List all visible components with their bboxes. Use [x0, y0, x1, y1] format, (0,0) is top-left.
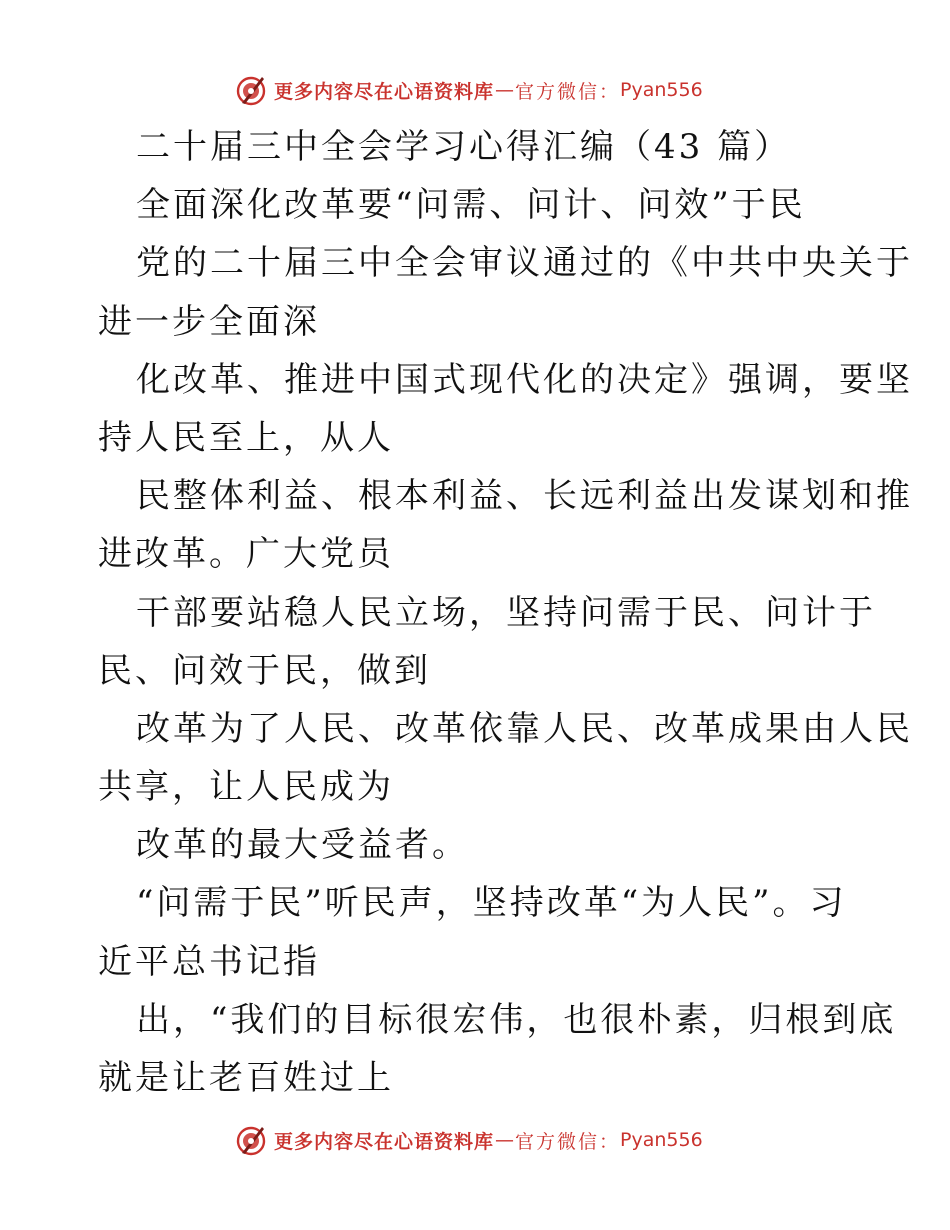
paragraph-line: 改革为了人民、改革依靠人民、改革成果由人民 [136, 708, 913, 749]
paragraph-line: 出，“我们的目标很宏伟，也很朴素，归根到底 [136, 999, 897, 1040]
paragraph-line: 干部要站稳人民立场，坚持问需于民、问计于 [136, 592, 876, 633]
footer-banner [234, 1123, 703, 1157]
doc-subtitle: 全面深化改革要“问需、问计、问效”于民 [136, 185, 806, 226]
header-text: 更多内容尽在心语资料库 [274, 80, 495, 103]
header-separator: — [495, 79, 515, 101]
paragraph-line: 党的二十届三中全会审议通过的《中共中央关于 [136, 243, 913, 284]
header-wechat-label: 官方微信： [515, 80, 621, 103]
doc-title: 二十届三中全会学习心得汇编（43 篇） [136, 127, 792, 167]
paragraph-line: 近平总书记指 [98, 941, 320, 982]
footer-separator: — [495, 1129, 515, 1151]
paragraph-line: 持人民至上，从人 [98, 417, 394, 458]
header-wechat-id: Pyan556 [620, 79, 703, 101]
footer-wechat-label: 官方微信： [515, 1130, 621, 1153]
paragraph-line: 民整体利益、根本利益、长远利益出发谋划和推 [136, 476, 913, 517]
paragraph-line: 改革的最大受益者。 [136, 825, 469, 866]
footer-text: 更多内容尽在心语资料库 [274, 1130, 495, 1153]
quill-emblem-icon [234, 1123, 268, 1157]
paragraph-line: 进改革。广大党员 [98, 534, 394, 575]
quill-emblem-icon [234, 73, 268, 107]
paragraph-line: 进一步全面深 [98, 301, 320, 342]
paragraph-line: “问需于民”听民声，坚持改革“为人民”。习 [136, 883, 847, 924]
paragraph-line: 民、问效于民，做到 [98, 650, 431, 691]
header-banner [234, 73, 703, 107]
document-body [98, 118, 913, 1107]
paragraph-line: 化改革、推进中国式现代化的决定》强调，要坚 [136, 359, 913, 400]
footer-wechat-id: Pyan556 [620, 1129, 703, 1151]
paragraph-line: 就是让老百姓过上 [98, 1058, 394, 1098]
paragraph-line: 共享，让人民成为 [98, 767, 394, 808]
